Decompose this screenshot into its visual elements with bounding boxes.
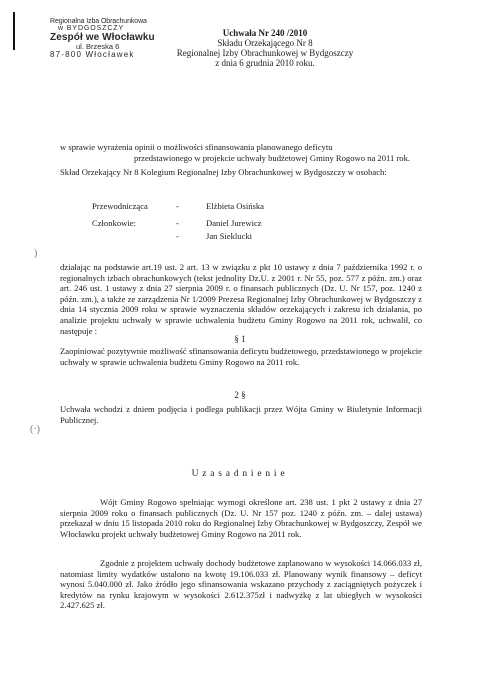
subject-line: przedstawionego w projekcie uchwały budżetowej Gminy Rogowo na 2011 rok. (134, 152, 411, 163)
margin-scan-mark: ) (34, 248, 38, 259)
subject-line: w sprawie wyrażenia opinii o możliwości sfinansowania planowanego deficytu (60, 142, 333, 152)
stamp-line: Regionalna Izba Obrachunkowa (50, 18, 147, 25)
composition-paragraph: Skład Orzekający Nr 8 Kolegium Regionalnej Izby Obrachunkowej w Bydgoszczy w osobach: (60, 167, 387, 177)
resolution-title: Uchwała Nr 240 /2010 (222, 28, 308, 38)
member-dash: - (176, 231, 179, 241)
member-role: Przewodnicząca (92, 201, 148, 211)
justification-paragraph-1: Wójt Gminy Rogowo spełniając wymogi określone art. 238 ust. 1 pkt 2 ustawy z dnia 27 sierpnia 2009 roku o finansach publicznych (Dz. U. Nr 157 poz. 1240 z późn. zm. – dalej ustawa) przekazał w dniu 15 listopada 2010 roku do Regionalnej Izby Obrachunkowej w Bydgoszczy, Zespół we Włocławku projekt uchwały budżetowej Gminy Rogowo na 2011 rok. (60, 497, 422, 539)
member-dash: - (176, 218, 179, 228)
member-name: Daniel Jurewicz (206, 218, 262, 228)
member-name: Elżbieta Osińska (206, 201, 264, 211)
stamp-line: w BYDGOSZCZY (58, 25, 125, 33)
section-1-heading: § 1 (234, 334, 246, 344)
section-2-heading: 2 § (234, 390, 246, 400)
header-line: Regionalnej Izby Obrachunkowej w Bydgoszczy (176, 48, 354, 58)
header-line: Składu Orzekającego Nr 8 (217, 38, 313, 48)
justification-heading: Uzasadnienie (191, 469, 289, 479)
header-date: z dnia 6 grudnia 2010 roku. (215, 58, 315, 68)
justification-paragraph-2: Zgodnie z projektem uchwały dochody budżetowe zaplanowano w wysokości 14.066.033 zł, natomiast limity wydatków ustalono na kwotę 19.106.033 zł. Planowany wynik finansowy – deficyt wynosi 5.040.000 zł. Jako źródło jego sfinansowania wskazano przychody z zaciągniętych pożyczek i kredytów na rynku krajowym w wysokości 2.612.375zł i nadwyżkę z lat ubiegłych w wysokości 2.427.625 zł. (60, 558, 422, 611)
margin-scan-mark: (·) (30, 424, 40, 435)
effect-paragraph: Uchwała wchodzi z dniem podjęcia i podlega publikacji przez Wójta Gminy w Biuletynie Informacji Publicznej. (60, 404, 422, 425)
legal-basis-paragraph: działając na podstawie art.19 ust. 2 art. 13 w związku z pkt 10 ustawy z dnia 7 października 1992 r. o regionalnych izbach obrachunkowych (tekst jednolity Dz.U. z 2001 r. Nr 55, poz. 577 z późn. zm.) oraz art. 246 ust. 1 ustawy z dnia 27 sierpnia 2009 r. o finansach publicznych (Dz. U. Nr 157, poz. 1240 z późn. zm.), a także ze zarządzenia Nr 1/2009 Prezesa Regionalnej Izby Obrachunkowej w Bydgoszczy z dnia 14 stycznia 2009 roku w sprawie wyznaczenia składów orzekających i zakresu ich działania, po analizie projektu uchwały w sprawie uchwalenia budżetu Gminy Rogowo na 2011 rok, uchwalił, co następuje : (60, 262, 422, 336)
resolution-header (140, 28, 390, 68)
stamp-line: ul. Brzeska 6 (76, 42, 120, 52)
stamp-line: Zespół we Włocławku (50, 31, 155, 43)
member-role: Członkowie: (92, 218, 136, 228)
member-dash: - (176, 201, 179, 211)
resolution-paragraph: Zaopiniować pozytywnie możliwość sfinansowania deficytu budżetowego, przedstawionego w projekcie uchwały w sprawie uchwalenia budżetu Gminy Rogowo na 2011 rok. (60, 346, 422, 367)
stamp-line: 87-800 Włocławek (50, 50, 135, 60)
member-name: Jan Sieklucki (206, 231, 253, 241)
margin-line (13, 12, 15, 50)
resolution-subject (60, 142, 420, 163)
